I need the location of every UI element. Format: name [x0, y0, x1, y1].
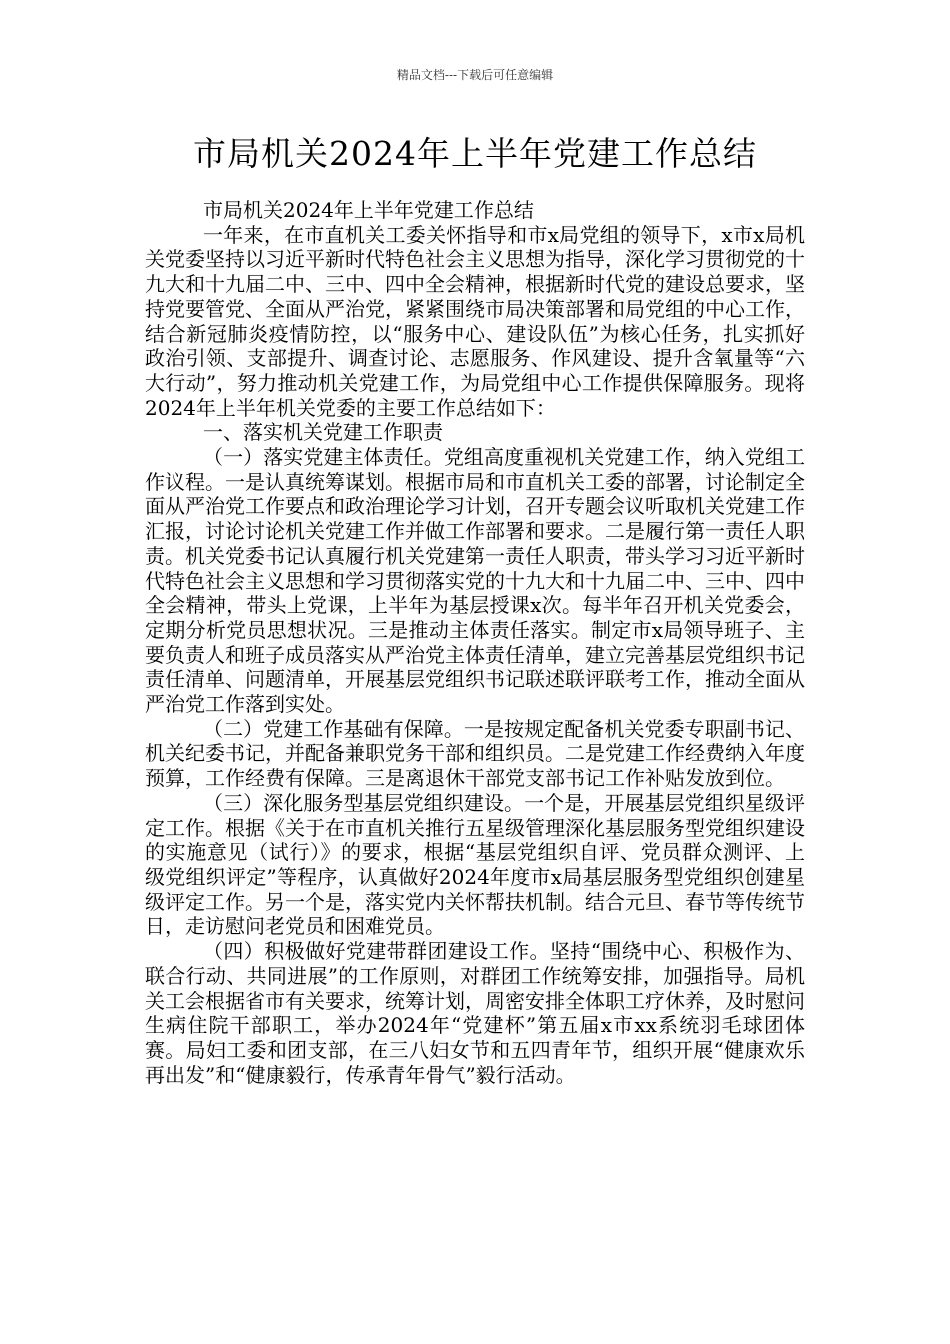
body-subtitle: 市局机关2024年上半年党建工作总结	[203, 198, 534, 222]
body-paragraph: （四）积极做好党建带群团建设工作。坚持“围绕中心、积极作为、联合行动、共同进展”的工作原则，对群团工作统筹安排，加强指导。局机关工会根据省市有关要求，统筹计划，周密安排全体职工疗休养，及时慰问生病住院干部职工，举办2024年“党建杯”第五届x市xx系统羽毛球团体赛。局妇工委和团支部，在三八妇女节和五四青年节，组织开展“健康欢乐再出发”和“健康毅行，传承青年骨气”毅行活动。	[145, 939, 805, 1087]
body-paragraph: （三）深化服务型基层党组织建设。一个是，开展基层党组织星级评定工作。根据《关于在市直机关推行五星级管理深化基层服务型党组织建设的实施意见（试行）》的要求，根据“基层党组织自评、党员群众测评、上级党组织评定”等程序，认真做好2024年度市x局基层服务型党组织创建星级评定工作。另一个是，落实党内关怀帮扶机制。结合元旦、春节等传统节日，走访慰问老党员和困难党员。	[145, 790, 805, 939]
section-heading: 一、落实机关党建工作职责	[203, 420, 443, 445]
document-body	[145, 198, 805, 1087]
body-paragraph: （一）落实党建主体责任。党组高度重视机关党建工作，纳入党组工作议程。一是认真统筹谋划。根据市局和市直机关工委的部署，讨论制定全面从严治党工作要点和政治理论学习计划，召开专题会议听取机关党建工作汇报，讨论讨论机关党建工作并做工作部署和要求。二是履行第一责任人职责。机关党委书记认真履行机关党建第一责任人职责，带头学习习近平新时代特色社会主义思想和学习贯彻落实党的十九大和十九届二中、三中、四中全会精神，带头上党课，上半年为基层授课x次。每半年召开机关党委会，定期分析党员思想状况。三是推动主体责任落实。制定市x局领导班子、主要负责人和班子成员落实从严治党主体责任清单，建立完善基层党组织书记责任清单、问题清单，开展基层党组织书记联述联评联考工作，推动全面从严治党工作落到实处。	[145, 445, 805, 717]
body-paragraph: （二）党建工作基础有保障。一是按规定配备机关党委专职副书记、机关纪委书记，并配备兼职党务干部和组织员。二是党建工作经费纳入年度预算，工作经费有保障。三是离退休干部党支部书记工作补贴发放到位。	[145, 716, 805, 791]
page-header-note: 精品文档---下载后可任意编辑	[396, 68, 554, 82]
document-title: 市局机关2024年上半年党建工作总结	[193, 134, 757, 173]
intro-paragraph: 一年来，在市直机关工委关怀指导和市x局党组的领导下，x市x局机关党委坚持以习近平新时代特色社会主义思想为指导，深化学习贯彻党的十九大和十九届二中、三中、四中全会精神，根据新时代党的建设总要求，坚持党要管党、全面从严治党，紧紧围绕市局决策部署和局党组的中心工作，结合新冠肺炎疫情防控，以“服务中心、建设队伍”为核心任务，扎实抓好政治引领、支部提升、调查讨论、志愿服务、作风建设、提升含氧量等“六大行动”，努力推动机关党建工作，为局党组中心工作提供保障服务。现将2024年上半年机关党委的主要工作总结如下：	[145, 222, 805, 420]
